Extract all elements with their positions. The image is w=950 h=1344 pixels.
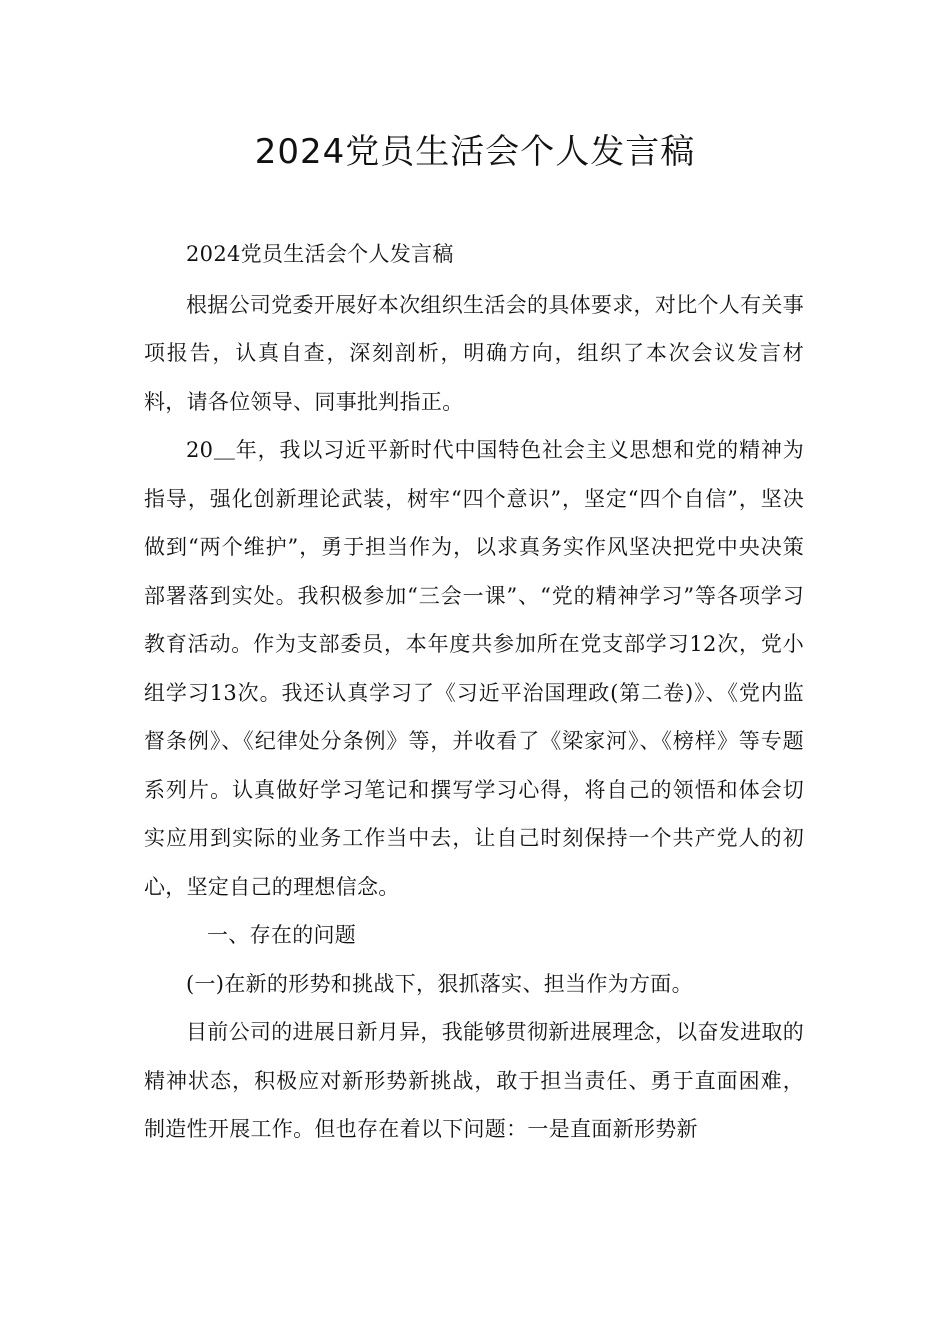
document-subtitle: 2024党员生活会个人发言稿 xyxy=(186,242,454,266)
document-body xyxy=(144,230,804,1154)
section-heading-problems: 一、存在的问题 xyxy=(207,923,357,947)
subsection-heading-1: (一)在新的形势和挑战下，狠抓落实、担当作为方面。 xyxy=(186,971,693,996)
paragraph-problems-detail: 目前公司的进展日新月异，我能够贯彻新进展理念，以奋发进取的精神状态，积极应对新形势新挑战，敢于担当责任、勇于直面困难，制造性开展工作。但也存在着以下问题：一是直面新形势新 xyxy=(144,1020,804,1141)
paragraph-study-summary: 20＿年，我以习近平新时代中国特色社会主义思想和党的精神为指导，强化创新理论武装，树牢“四个意识”，坚定“四个自信”，坚决做到“两个维护”，勇于担当作为，以求真务实作风坚决把党中央决策部署落到实处。我积极参加“三会一课”、“党的精神学习”等各项学习教育活动。作为支部委员，本年度共参加所在党支部学习12次，党小组学习13次。我还认真学习了《习近平治国理政(第二卷)》、《党内监督条例》、《纪律处分条例》等，并收看了《梁家河》、《榜样》等专题系列片。认真做好学习笔记和撰写学习心得，将自己的领悟和体会切实应用到实际的业务工作当中去，让自己时刻保持一个共产党人的初心，坚定自己的理想信念。 xyxy=(144,438,804,899)
document-title: 2024党员生活会个人发言稿 xyxy=(254,132,696,172)
paragraph-intro: 根据公司党委开展好本次组织生活会的具体要求，对比个人有关事项报告，认真自查，深刻剖析，明确方向，组织了本次会议发言材料，请各位领导、同事批判指正。 xyxy=(144,292,804,414)
